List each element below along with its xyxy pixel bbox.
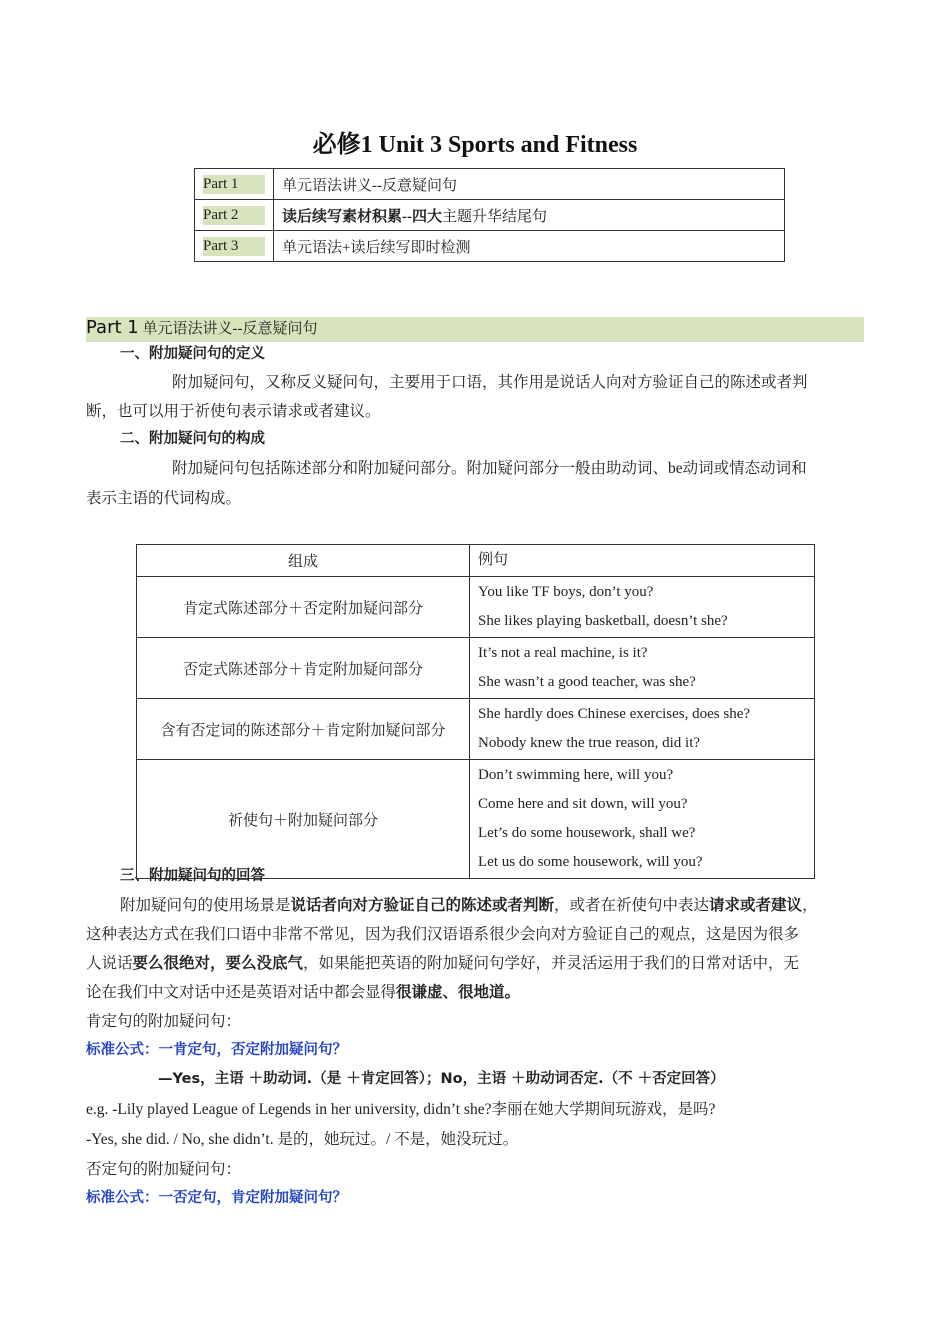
section-title: 单元语法讲义--反意疑问句 [142,321,318,337]
definition-line: 断，也可以用于祈使句表示请求或者建议。 [86,403,381,420]
example-sentence: You like TF boys, don’t you? [478,584,654,600]
toc-row [195,200,785,231]
structure-type: 肯定式陈述部分＋否定附加疑问部分 [137,577,470,638]
example-sentence: She hardly does Chinese exercises, does she? [478,706,751,722]
structure-type: 祈使句＋附加疑问部分 [137,760,470,879]
example-sentence: She likes playing basketball, doesn’t she? [478,613,728,629]
column-header: 例句 [470,545,815,577]
structure-line: 附加疑问句包括陈述部分和附加疑问部分。附加疑问部分一般由助动词、be动词或情态动词和 [172,460,807,477]
table-row [137,760,815,879]
example-sentence: Come here and sit down, will you? [478,796,688,812]
answer-paragraph-line: 这种表达方式在我们口语中非常不常见，因为我们汉语语系很少会向对方验证自己的观点，这是因为很多 [86,926,800,943]
toc-desc: 单元语法+读后续写即时检测 [274,231,785,262]
toc-part-label: Part 3 [203,237,265,256]
example-sentence: She wasn’t a good teacher, was she? [478,674,696,690]
example-sentence: Don’t swimming here, will you? [478,767,674,783]
answer-paragraph-line: 论在我们中文对话中还是英语对话中都会显得很谦虚、很地道。 [86,984,521,1001]
example-sentence: Let us do some housework, will you? [478,854,703,870]
toc-part-label: Part 1 [203,175,265,194]
example-sentence: Let’s do some housework, shall we? [478,825,696,841]
example-sentence: Nobody knew the true reason, did it? [478,735,701,751]
structure-table [136,544,815,879]
section-header [86,317,864,342]
table-row [137,699,815,760]
table-header-row [137,545,815,577]
table-row [137,577,815,638]
definition-line: 附加疑问句，又称反义疑问句，主要用于口语，其作用是说话人向对方验证自己的陈述或者判 [172,374,808,391]
heading-answers: 三、附加疑问句的回答 [120,868,265,884]
example-line: e.g. -Lily played League of Legends in her university, didn’t she?李丽在她大学期间玩游戏，是吗? [86,1101,716,1118]
answer-paragraph-line: 人说话要么很绝对，要么没底气，如果能把英语的附加疑问句学好，并灵活运用于我们的日常对话中，无 [86,955,800,972]
negative-label: 否定句的附加疑问句： [86,1161,242,1178]
heading-definition: 一、附加疑问句的定义 [120,346,265,362]
toc-desc: 单元语法讲义--反意疑问句 [274,169,785,200]
toc-row [195,169,785,200]
structure-type: 否定式陈述部分＋肯定附加疑问部分 [137,638,470,699]
section-label: Part 1 [86,317,139,338]
heading-structure: 二、附加疑问句的构成 [120,431,265,447]
example-sentence: It’s not a real machine, is it? [478,645,648,661]
structure-type: 含有否定词的陈述部分＋肯定附加疑问部分 [137,699,470,760]
example-answer: -Yes, she did. / No, she didn’t. 是的，她玩过。/ 不是，她没玩过。 [86,1131,519,1148]
toc-table [194,168,785,262]
answer-paragraph-line: 附加疑问句的使用场景是说话者向对方验证自己的陈述或者判断，或者在祈使句中表达请求或者建议， [120,897,818,914]
toc-part-label: Part 2 [203,206,265,225]
positive-formula: 标准公式：一肯定句，否定附加疑问句？ [86,1042,347,1058]
positive-answer-formula: —Yes，主语 ＋助动词.（是 ＋肯定回答）；No，主语 ＋助动词否定.（不 ＋否定回答） [158,1071,725,1087]
toc-row [195,231,785,262]
structure-line: 表示主语的代词构成。 [86,490,242,507]
document-title: 必修1 Unit 3 Sports and Fitness [312,132,638,158]
positive-label: 肯定句的附加疑问句： [86,1013,242,1030]
negative-formula: 标准公式：一否定句，肯定附加疑问句？ [86,1190,347,1206]
column-header: 组成 [137,545,470,577]
table-row [137,638,815,699]
toc-desc: 读后续写素材积累--四大主题升华结尾句 [274,200,785,231]
